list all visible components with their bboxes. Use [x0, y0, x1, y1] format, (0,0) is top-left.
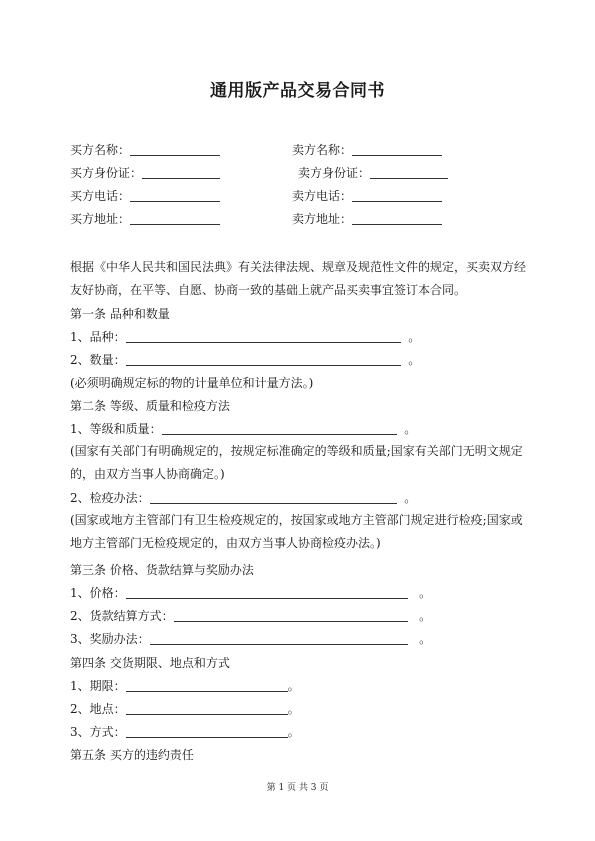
buyer-phone-label: 买方电话：	[70, 189, 131, 203]
grade-quality-blank[interactable]	[162, 422, 397, 435]
place-blank[interactable]	[126, 702, 288, 715]
item-end: 。	[287, 679, 300, 693]
article-3-heading: 第三条 价格、货款结算与奖励办法	[70, 563, 254, 577]
article-5-heading: 第五条 买方的违约责任	[70, 748, 194, 762]
item-label: 1、等级和质量：	[70, 422, 162, 436]
item-end: 。	[404, 422, 417, 436]
intro-paragraph: 根据《中华人民共和国民法典》有关法律法规、规章及规范性文件的规定，买卖双方经友好协商，在平等、自愿、协商一致的基础上就产品买卖事宜签订本合同。	[70, 260, 527, 297]
article-2-heading: 第二条 等级、质量和检疫方法	[70, 399, 230, 413]
settlement-blank[interactable]	[174, 609, 408, 622]
item-label: 2、检疫办法：	[70, 491, 150, 505]
item-label: 2、地点：	[70, 702, 126, 716]
article-4-heading: 第四条 交货期限、地点和方式	[70, 656, 230, 670]
page-number: 第 1 页 共 3 页	[266, 783, 329, 793]
buyer-id-label: 买方身份证：	[70, 166, 143, 180]
item-end: 。	[287, 702, 300, 716]
item-label: 1、价格：	[70, 586, 126, 600]
seller-name-field	[292, 142, 442, 158]
article-1-item-1	[70, 329, 420, 345]
item-end: 。	[287, 725, 300, 739]
item-end: 。	[408, 330, 421, 344]
item-label: 2、货款结算方式：	[70, 609, 174, 623]
seller-address-blank[interactable]	[352, 212, 442, 225]
article-1-note: (必须明确规定标的物的计量单位和计量方法。)	[70, 376, 314, 390]
buyer-address-field	[70, 211, 220, 227]
seller-name-blank[interactable]	[352, 143, 442, 156]
item-end: 。	[419, 632, 432, 646]
buyer-phone-blank[interactable]	[130, 189, 220, 202]
item-label: 3、奖励办法：	[70, 632, 150, 646]
article-3-item-1	[70, 585, 431, 601]
item-end: 。	[419, 586, 432, 600]
article-2-item-1	[70, 421, 416, 437]
item-end: 。	[408, 353, 421, 367]
item-label: 3、方式：	[70, 725, 126, 739]
item-label: 1、期限：	[70, 679, 126, 693]
item-label: 1、品种：	[70, 330, 126, 344]
buyer-address-blank[interactable]	[130, 212, 220, 225]
article-4-item-3	[70, 724, 300, 740]
price-blank[interactable]	[126, 586, 408, 599]
seller-address-label: 卖方地址：	[292, 212, 353, 226]
seller-phone-blank[interactable]	[352, 189, 442, 202]
article-2-note-1: (国家有关部门有明确规定的，按规定标准确定的等级和质量;国家有关部门无明文规定的，由双方当事人协商确定。)	[70, 444, 523, 481]
seller-address-field	[292, 211, 442, 227]
buyer-phone-field	[70, 188, 220, 204]
seller-name-label: 卖方名称：	[292, 143, 353, 157]
seller-phone-field	[292, 188, 442, 204]
buyer-id-field	[70, 165, 220, 181]
article-1-heading: 第一条 品种和数量	[70, 307, 170, 321]
buyer-address-label: 买方地址：	[70, 212, 131, 226]
quantity-blank[interactable]	[126, 353, 401, 366]
buyer-name-field	[70, 142, 220, 158]
seller-id-blank[interactable]	[370, 166, 448, 179]
method-blank[interactable]	[126, 725, 288, 738]
quarantine-blank[interactable]	[150, 491, 397, 504]
article-2-note-2: (国家或地方主管部门有卫生检疫规定的，按国家或地方主管部门规定进行检疫;国家或地方主管部门无检疫规定的，由双方当事人协商检疫办法。)	[70, 513, 523, 550]
seller-id-field	[298, 165, 448, 181]
item-end: 。	[404, 491, 417, 505]
article-2-item-2	[70, 490, 416, 506]
seller-id-label: 卖方身份证：	[298, 166, 371, 180]
item-end: 。	[419, 609, 432, 623]
variety-blank[interactable]	[126, 330, 401, 343]
document-title: 通用版产品交易合同书	[210, 81, 385, 101]
buyer-name-blank[interactable]	[130, 143, 220, 156]
article-3-item-2	[70, 608, 431, 624]
buyer-name-label: 买方名称：	[70, 143, 131, 157]
period-blank[interactable]	[126, 679, 288, 692]
buyer-id-blank[interactable]	[142, 166, 220, 179]
article-4-item-1	[70, 678, 300, 694]
reward-blank[interactable]	[150, 632, 408, 645]
seller-phone-label: 卖方电话：	[292, 189, 353, 203]
article-1-item-2	[70, 352, 420, 368]
article-4-item-2	[70, 701, 300, 717]
article-3-item-3	[70, 631, 431, 647]
item-label: 2、数量：	[70, 353, 126, 367]
